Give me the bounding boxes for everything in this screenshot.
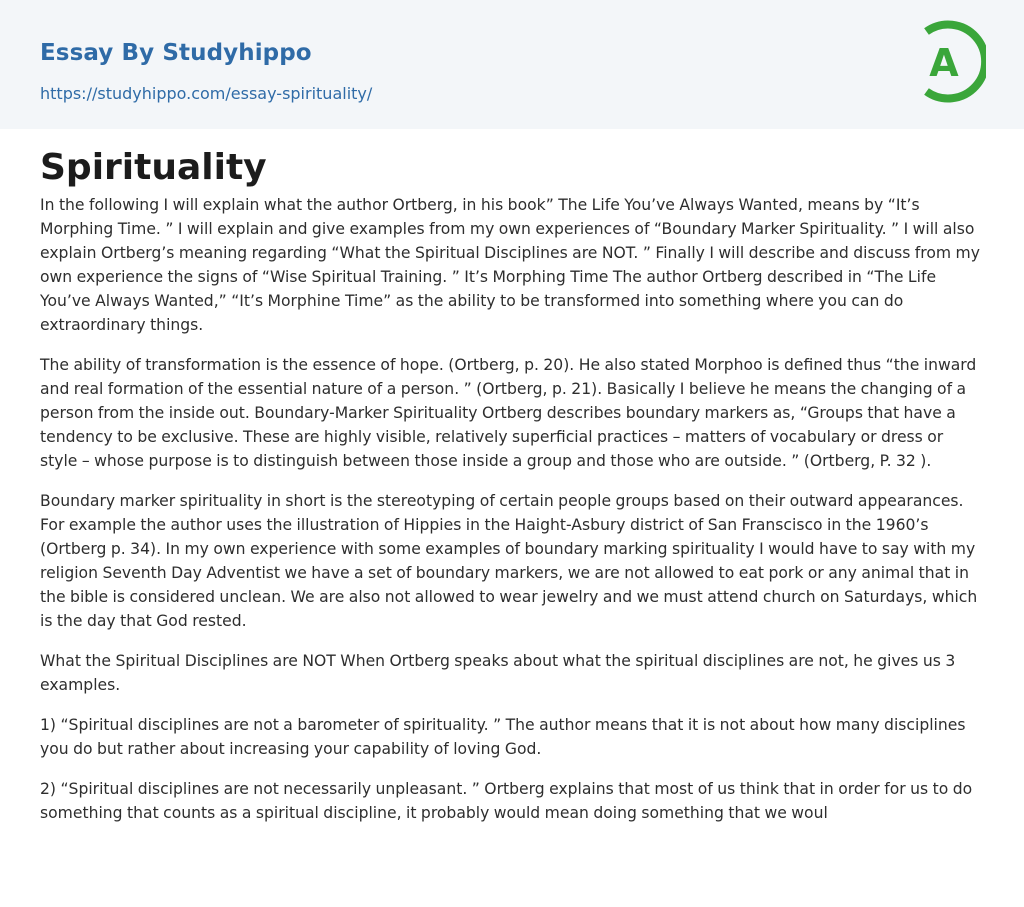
logo-letter: A [929,41,959,85]
article-paragraph: The ability of transformation is the essence of hope. (Ortberg, p. 20). He also stated Morphoo is defined thus “the inward and real formation of the essential nature of a person. ” (Ortberg, p. 21). Basically I believe he means the changing of a person from the inside out. Boundary-Marker Spirituality Ortberg describes boundary markers as, “Groups that have a tendency to be exclusive. These are highly visible, relatively superficial practices – matters of vocabulary or dress or style – whose purpose is to distinguish between those inside a group and those who are outside. ” (Ortberg, P. 32 ). [40,356,977,470]
site-brand-title[interactable]: Essay By Studyhippo [40,40,312,66]
studyhippo-logo-icon[interactable] [914,19,986,105]
article-paragraph: 2) “Spiritual disciplines are not necessarily unpleasant. ” Ortberg explains that most of us think that in order for us to do something that counts as a spiritual discipline, it probably would mean doing something that we woul [40,780,973,822]
article [0,129,1024,825]
page-title: Spirituality [40,147,267,188]
essay-url-link[interactable]: https://studyhippo.com/essay-spirituality/ [40,84,373,103]
article-paragraph: In the following I will explain what the author Ortberg, in his book” The Life You’ve Always Wanted, means by “It’s Morphing Time. ” I will explain and give examples from my own experiences of “Boundary Marker Spirituality. ” I will also explain Ortberg’s meaning regarding “What the Spiritual Disciplines are NOT. ” Finally I will describe and discuss from my own experience the signs of “Wise Spiritual Training. ” It’s Morphing Time The author Ortberg described in “The Life You’ve Always Wanted,” “It’s Morphine Time” as the ability to be transformed into something where you can do extraordinary things. [40,196,980,334]
article-paragraph: What the Spiritual Disciplines are NOT When Ortberg speaks about what the spiritual disciplines are not, he gives us 3 examples. [40,652,956,694]
article-paragraph: Boundary marker spirituality in short is the stereotyping of certain people groups based on their outward appearances. For example the author uses the illustration of Hippies in the Haight-Asbury district of San Franscisco in the 1960’s (Ortberg p. 34). In my own experience with some examples of boundary marking spirituality I would have to say with my religion Seventh Day Adventist we have a set of boundary markers, we are not allowed to eat pork or any animal that in the bible is considered unclean. We are also not allowed to wear jewelry and we must attend church on Saturdays, which is the day that God rested. [40,492,978,630]
site-header [0,0,1024,129]
article-paragraph: 1) “Spiritual disciplines are not a barometer of spirituality. ” The author means that it is not about how many disciplines you do but rather about increasing your capability of loving God. [40,716,966,758]
